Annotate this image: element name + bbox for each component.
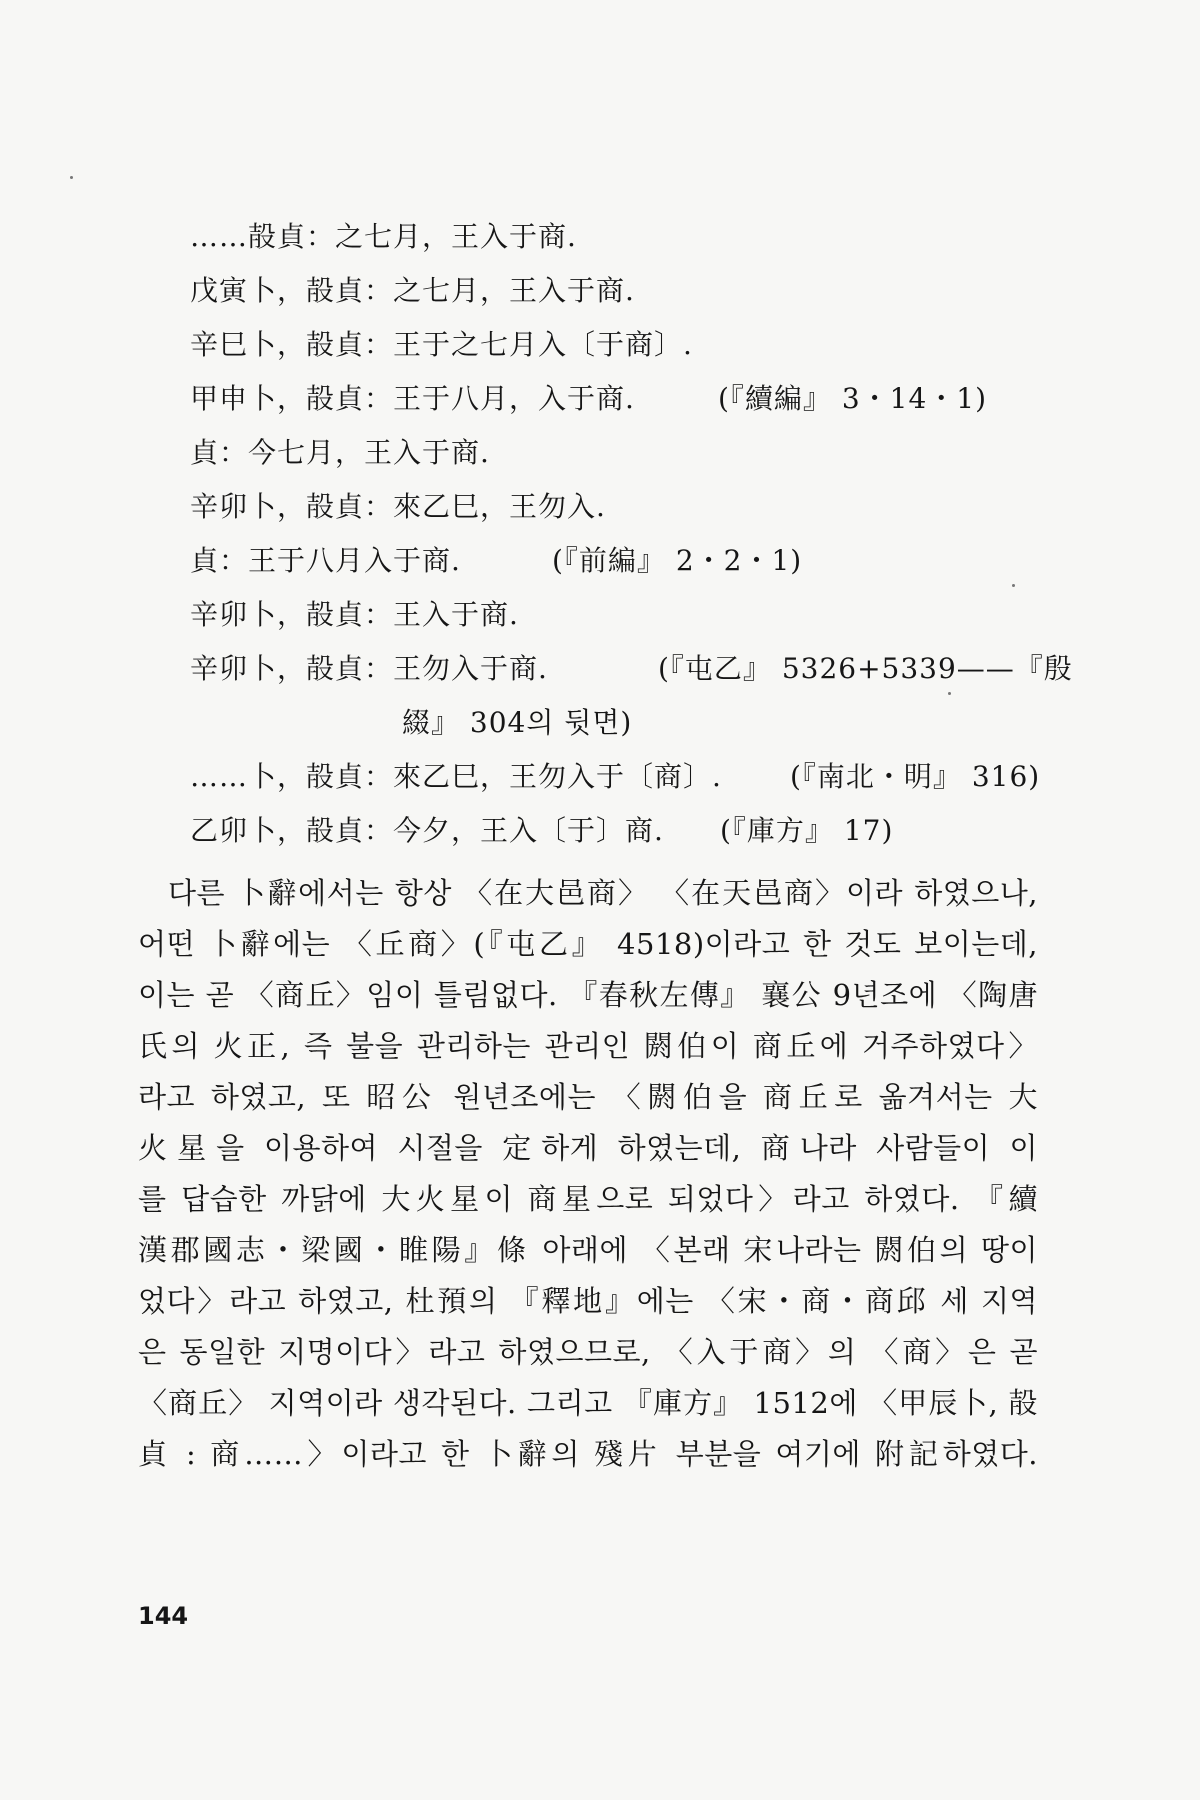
paragraph-line: 었다〉라고 하였고, 杜預의 『釋地』에는 〈宋・商・商邱 세 지역 — [138, 1284, 1038, 1318]
inscription-continuation-line — [190, 696, 1050, 750]
paragraph-line: 火星을 이용하여 시절을 定하게 하였는데, 商나라 사람들이 이 — [138, 1131, 1038, 1165]
inscription-line — [190, 588, 1050, 642]
inscription-line — [190, 804, 1050, 858]
inscription-text: ……卜，㱿貞：來乙巳，王勿入于〔商〕. — [190, 760, 722, 793]
inscription-text: 辛卯卜，㱿貞：來乙巳，王勿入. — [190, 490, 606, 523]
paragraph-line: 이는 곧 〈商丘〉임이 틀림없다. 『春秋左傳』 襄公 9년조에 〈陶唐 — [138, 978, 1038, 1012]
inscription-line — [190, 642, 1073, 696]
paragraph-line: 漢郡國志・梁國・睢陽』條 아래에 〈본래 宋나라는 閼伯의 땅이 — [138, 1233, 1038, 1267]
inscription-line — [190, 210, 1050, 264]
inscription-text: 辛卯卜，㱿貞：王勿入于商. — [190, 652, 548, 685]
page-number: 144 — [138, 1602, 189, 1630]
inscription-line — [190, 318, 1050, 372]
inscription-line — [190, 426, 1050, 480]
inscription-text: 貞：今七月，王入于商. — [190, 436, 490, 469]
inscription-source-continuation: 綴』 304의 뒷면) — [402, 706, 633, 739]
inscription-line — [190, 264, 1050, 318]
paragraph-line: 라고 하였고, 또 昭公 원년조에는 〈閼伯을 商丘로 옮겨서는 大 — [138, 1080, 1038, 1114]
inscription-source: (『續編』 3・14・1) — [718, 382, 988, 415]
oracle-bone-inscriptions — [190, 210, 1073, 858]
inscription-text: ……㱿貞：之七月，王入于商. — [190, 220, 577, 253]
inscription-text: 辛巳卜，㱿貞：王于之七月入〔于商〕. — [190, 328, 693, 361]
scan-speck — [70, 176, 73, 179]
inscription-source: (『庫方』 17) — [720, 814, 894, 847]
inscription-source: (『屯乙』 5326+5339——『殷 — [658, 652, 1073, 685]
inscription-source: (『南北・明』 316) — [790, 760, 1041, 793]
paragraph-line: 다른 卜辭에서는 항상 〈在大邑商〉 〈在天邑商〉이라 하였으나, — [168, 876, 1038, 910]
inscription-text: 戊寅卜，㱿貞：之七月，王入于商. — [190, 274, 635, 307]
inscription-text: 乙卯卜，㱿貞：今夕，王入〔于〕商. — [190, 814, 664, 847]
inscription-line — [190, 372, 1050, 426]
paragraph-line: 氏의 火正, 즉 불을 관리하는 관리인 閼伯이 商丘에 거주하였다〉 — [138, 1029, 1038, 1063]
paragraph-line: 貞 : 商……〉이라고 한 卜辭의 殘片 부분을 여기에 附記하였다. — [138, 1437, 1038, 1471]
paragraph-line: 〈商丘〉 지역이라 생각된다. 그리고 『庫方』 1512에 〈甲辰卜, 㱿 — [138, 1386, 1038, 1420]
inscription-line — [190, 750, 1050, 804]
inscription-line — [190, 534, 1050, 588]
inscription-source: (『前編』 2・2・1) — [552, 544, 803, 577]
scan-speck — [948, 692, 951, 695]
paragraph-line: 은 동일한 지명이다〉라고 하였으므로, 〈入于商〉의 〈商〉은 곧 — [138, 1335, 1038, 1369]
inscription-text: 甲申卜，㱿貞：王于八月，入于商. — [190, 382, 635, 415]
scan-speck — [1012, 584, 1015, 587]
inscription-text: 貞：王于八月入于商. — [190, 544, 461, 577]
paragraph-line: 를 답습한 까닭에 大火星이 商星으로 되었다〉라고 하였다. 『續 — [138, 1182, 1038, 1216]
paragraph-line: 어떤 卜辭에는 〈丘商〉(『屯乙』 4518)이라고 한 것도 보이는데, — [138, 927, 1038, 961]
inscription-text: 辛卯卜，㱿貞：王入于商. — [190, 598, 519, 631]
inscription-line — [190, 480, 1050, 534]
body-paragraph — [138, 868, 1038, 1480]
